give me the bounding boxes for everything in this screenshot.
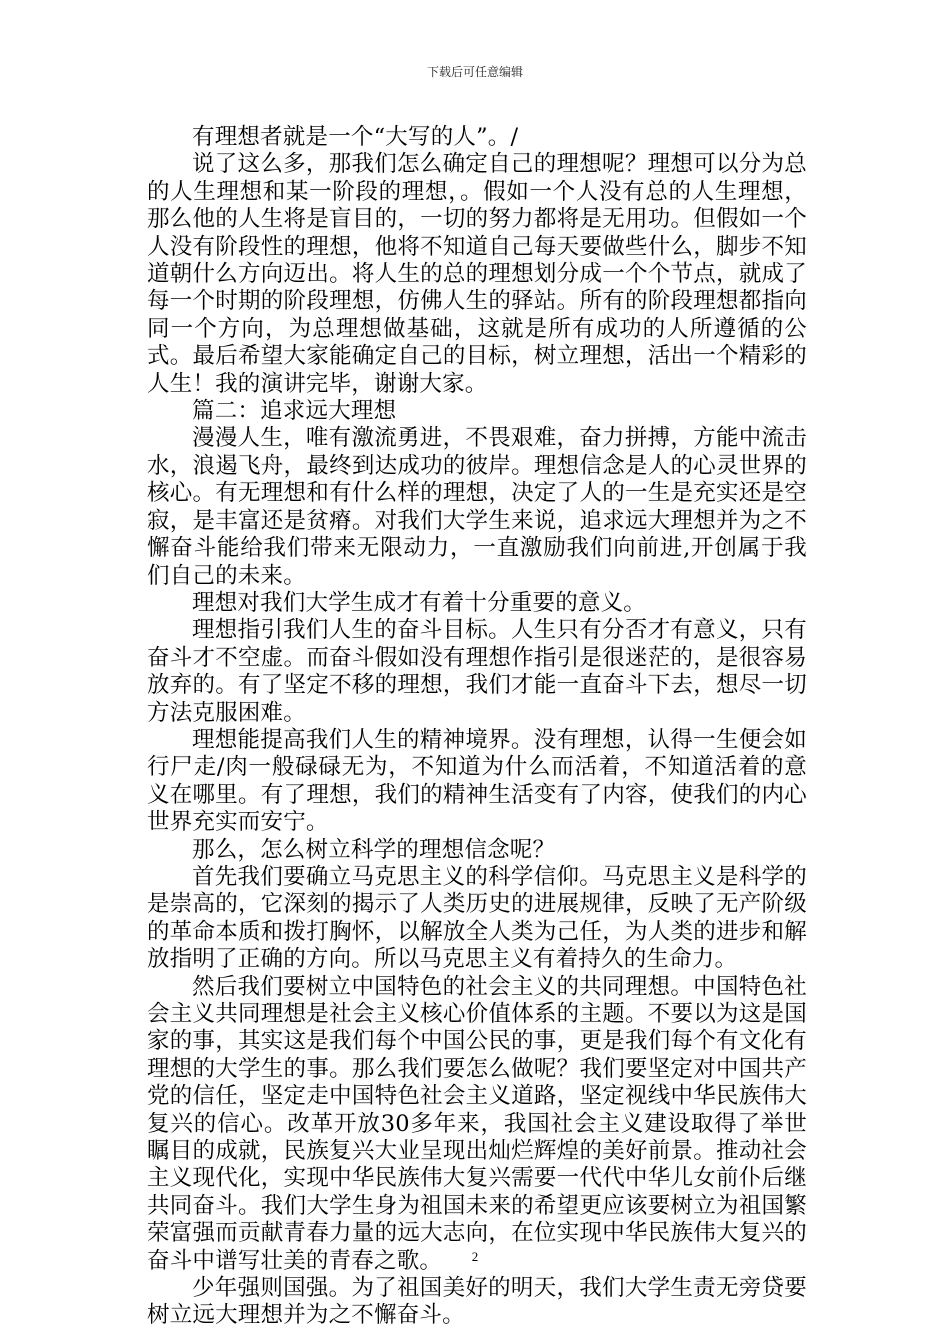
paragraph: 理想对我们大学生成才有着十分重要的意义。 [192,589,647,616]
page-header: 下载后可任意编辑 [426,65,523,79]
paragraph: 漫漫人生，唯有激流勇进，不畏艰难，奋力拼搏，方能中流击水，浪遏飞舟，最终到达成功的彼岸。理想信念是人的心灵世界的核心。有无理想和有什么样的理想，决定了人的一生是充实还是空寂，是丰富还是贫瘠。对我们大学生来说，追求远大理想并为之不懈奋斗能给我们带来无限动力，一直激励我们向前进,开创属于我们自己的未来。 [147,425,807,589]
paragraph: 少年强则国强。为了祖国美好的明天，我们大学生责无旁贷要树立远大理想并为之不懈奋斗。 [147,1275,807,1329]
section-heading: 篇二：追求远大理想 [192,398,397,425]
paragraph: 有理想者就是一个“大写的人”。/ [192,124,519,150]
paragraph: 那么，怎么树立科学的理想信念呢？ [192,836,556,863]
paragraph: 说了这么多，那我们怎么确定自己的理想呢？理想可以分为总的人生理想和某一阶段的理想，。假如一个人没有总的人生理想，那么他的人生将是盲目的，一切的努力都将是无用功。但假如一个人没有阶段性的理想，他将不知道自己每天要做些什么，脚步不知道朝什么方向迈出。将人生的总的理想划分成一个个节点，就成了每一个时期的阶段理想，仿佛人生的驿站。所有的阶段理想都指向同一个方向，为总理想做基础，这就是所有成功的人所遵循的公式。最后希望大家能确定自己的目标，树立理想，活出一个精彩的人生！我的演讲完毕，谢谢大家。 [147,151,807,397]
document-body [147,124,807,1330]
paragraph: 然后我们要树立中国特色的社会主义的共同理想。中国特色社会主义共同理想是社会主义核心价值体系的主题。不要以为这是国家的事，其实这是我们每个中国公民的事，更是我们每个有文化有理想的大学生的事。那么我们要怎么做呢？我们要坚定对中国共产党的信任，坚定走中国特色社会主义道路，坚定视线中华民族伟大复兴的信心。改革开放30多年来，我国社会主义建设取得了举世瞩目的成就，民族复兴大业呈现出灿烂辉煌的美好前景。推动社会主义现代化，实现中华民族伟大复兴需要一代代中华儿女前仆后继共同奋斗。我们大学生身为祖国未来的希望更应该要树立为祖国繁荣富强而贡献青春力量的远大志向，在位实现中华民族伟大复兴的奋斗中谱写壮美的青春之歌。 [147,973,807,1274]
paragraph: 理想指引我们人生的奋斗目标。人生只有分否才有意义，只有奋斗才不空虚。而奋斗假如没有理想作指引是很迷茫的，是很容易放弃的。有了坚定不移的理想，我们才能一直奋斗下去，想尽一切方法克服困难。 [147,617,807,726]
paragraph: 理想能提高我们人生的精神境界。没有理想，认得一生便会如行尸走/肉一般碌碌无为，不知道为什么而活着，不知道活着的意义在哪里。有了理想，我们的精神生活变有了内容，使我们的内心世界充实而安宁。 [147,726,807,836]
page-number: 2 [471,1249,479,1264]
paragraph: 首先我们要确立马克思主义的科学信仰。马克思主义是科学的是崇高的，它深刻的揭示了人类历史的进展规律，反映了无产阶级的革命本质和拨打胸怀，以解放全人类为己任，为人类的进步和解放指明了正确的方向。所以马克思主义有着持久的生命力。 [147,863,807,973]
